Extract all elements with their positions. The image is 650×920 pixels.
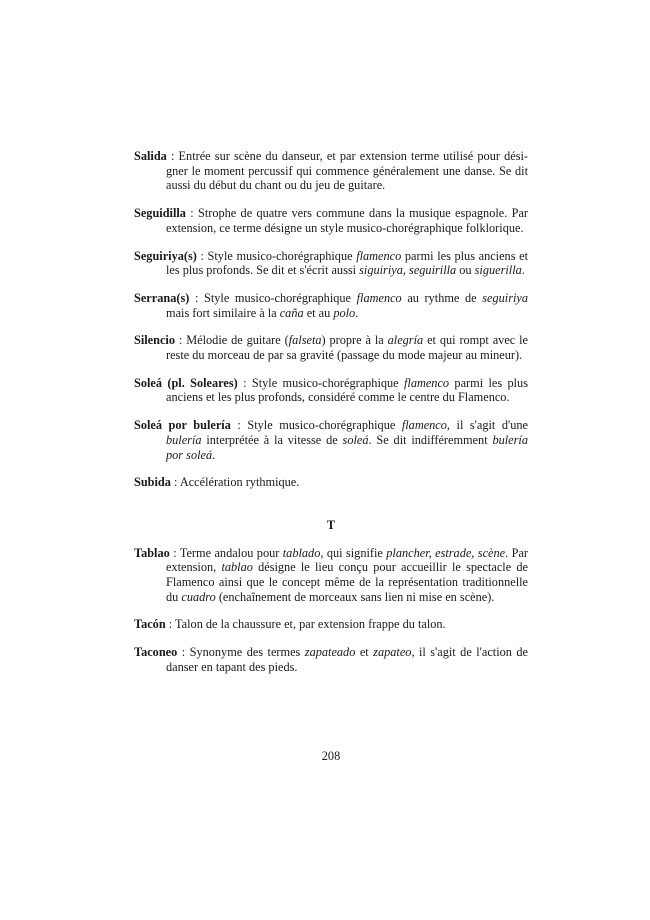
entry-term: Soleá (pl. Soleares)	[134, 375, 238, 390]
entry-term: Taconeo	[134, 645, 178, 660]
entry-term: Silencio	[134, 333, 175, 348]
foreign-term: seguiriya	[482, 290, 528, 305]
entry-term: Seguidilla	[134, 206, 186, 221]
entry-term: Salida	[134, 149, 167, 163]
page-number: 208	[321, 749, 341, 763]
glossary-entry-subida: Subida : Accélération rythmique.	[134, 475, 300, 490]
foreign-term: caña	[279, 305, 304, 320]
glossary-entry-seguidilla: Seguidilla : Strophe de quatre vers commune dans la musique espagnole. Par extension, ce terme désigne un style musico-chorégraphique folklorique.	[134, 206, 528, 235]
glossary-entry-serrana-s: Serrana(s) : Style musico-chorégraphique flamenco au rythme de seguiriya mais fort similaire à la caña et au polo.	[134, 290, 528, 320]
foreign-term: tablado	[282, 545, 321, 560]
entry-term: Tablao	[134, 545, 170, 560]
foreign-term: alegría	[387, 333, 424, 348]
foreign-term: cuadro	[181, 589, 216, 604]
glossary-entry-tablao: Tablao : Terme andalou pour tablado, qui signifie plancher, estrade, scène. Par extension, tablao désigne le lieu conçu pour accueillir le spectacle de Flamenco ainsi que le concept même de la représentation traditionnelle du cuadro (enchaînement de morceaux sans lien ni mise en scène).	[134, 545, 528, 604]
glossary-entry-seguiriya-s: Seguiriya(s) : Style musico-chorégraphique flamenco parmi les plus anciens et les plus profonds. Se dit et s'écrit aussi siguiriya, seguirilla ou siguerilla.	[134, 248, 528, 278]
foreign-term: flamenco	[356, 290, 402, 305]
foreign-term: flamenco	[356, 248, 402, 263]
foreign-term: zapateado	[304, 645, 356, 660]
foreign-term: zapateo	[373, 645, 412, 660]
foreign-term: seguirilla	[409, 263, 457, 278]
foreign-term: soleá	[342, 432, 369, 447]
glossary-entry-taconeo: Taconeo : Synonyme des termes zapateado et zapateo, il s'agit de l'action de danser en tapant des pieds.	[134, 645, 528, 674]
foreign-term: flamenco	[403, 375, 450, 390]
page-content	[134, 149, 528, 688]
glossary-entry-silencio: Silencio : Mélodie de guitare (falseta) propre à la alegría et qui rompt avec le reste du morceau de par sa gravité (passage du mode majeur au mineur).	[134, 333, 529, 363]
foreign-term: siguiriya	[359, 263, 403, 278]
entry-term: Soleá por bulería	[134, 418, 231, 433]
entry-term: Seguiriya(s)	[134, 248, 197, 263]
foreign-term: bulería por soleá	[166, 432, 528, 462]
foreign-term: bulería	[166, 432, 202, 447]
entry-term: Subida	[134, 475, 171, 490]
foreign-term: plancher, estrade, scène	[386, 545, 506, 560]
foreign-term: tablao	[221, 560, 253, 575]
entry-term: Tacón	[134, 617, 166, 632]
foreign-term: polo	[333, 305, 356, 320]
section-heading-t: T	[326, 517, 336, 532]
entry-term: Serrana(s)	[134, 290, 190, 305]
glossary-entry-sole-pl-soleares: Soleá (pl. Soleares) : Style musico-chorégraphique flamenco parmi les plus anciens et les plus profonds, considéré comme le centre du Flamenco.	[134, 375, 528, 405]
foreign-term: flamenco	[401, 418, 447, 433]
glossary-entry-tac-n: Tacón : Talon de la chaussure et, par extension frappe du talon.	[134, 617, 446, 632]
glossary-entry-sole-por-buler-a: Soleá por bulería : Style musico-chorégraphique flamenco, il s'agit d'une bulería interprétée à la vitesse de soleá. Se dit indifféremment bulería por soleá.	[134, 418, 528, 462]
foreign-term: falseta	[288, 333, 322, 348]
glossary-entry-salida: Salida : Entrée sur scène du danseur, et par extension terme utilisé pour dési-gner le moment percussif qui commence généralement une danse. Se dit aussi du début du chant ou du jeu de guitare.	[134, 149, 528, 193]
foreign-term: siguerilla	[474, 263, 522, 278]
